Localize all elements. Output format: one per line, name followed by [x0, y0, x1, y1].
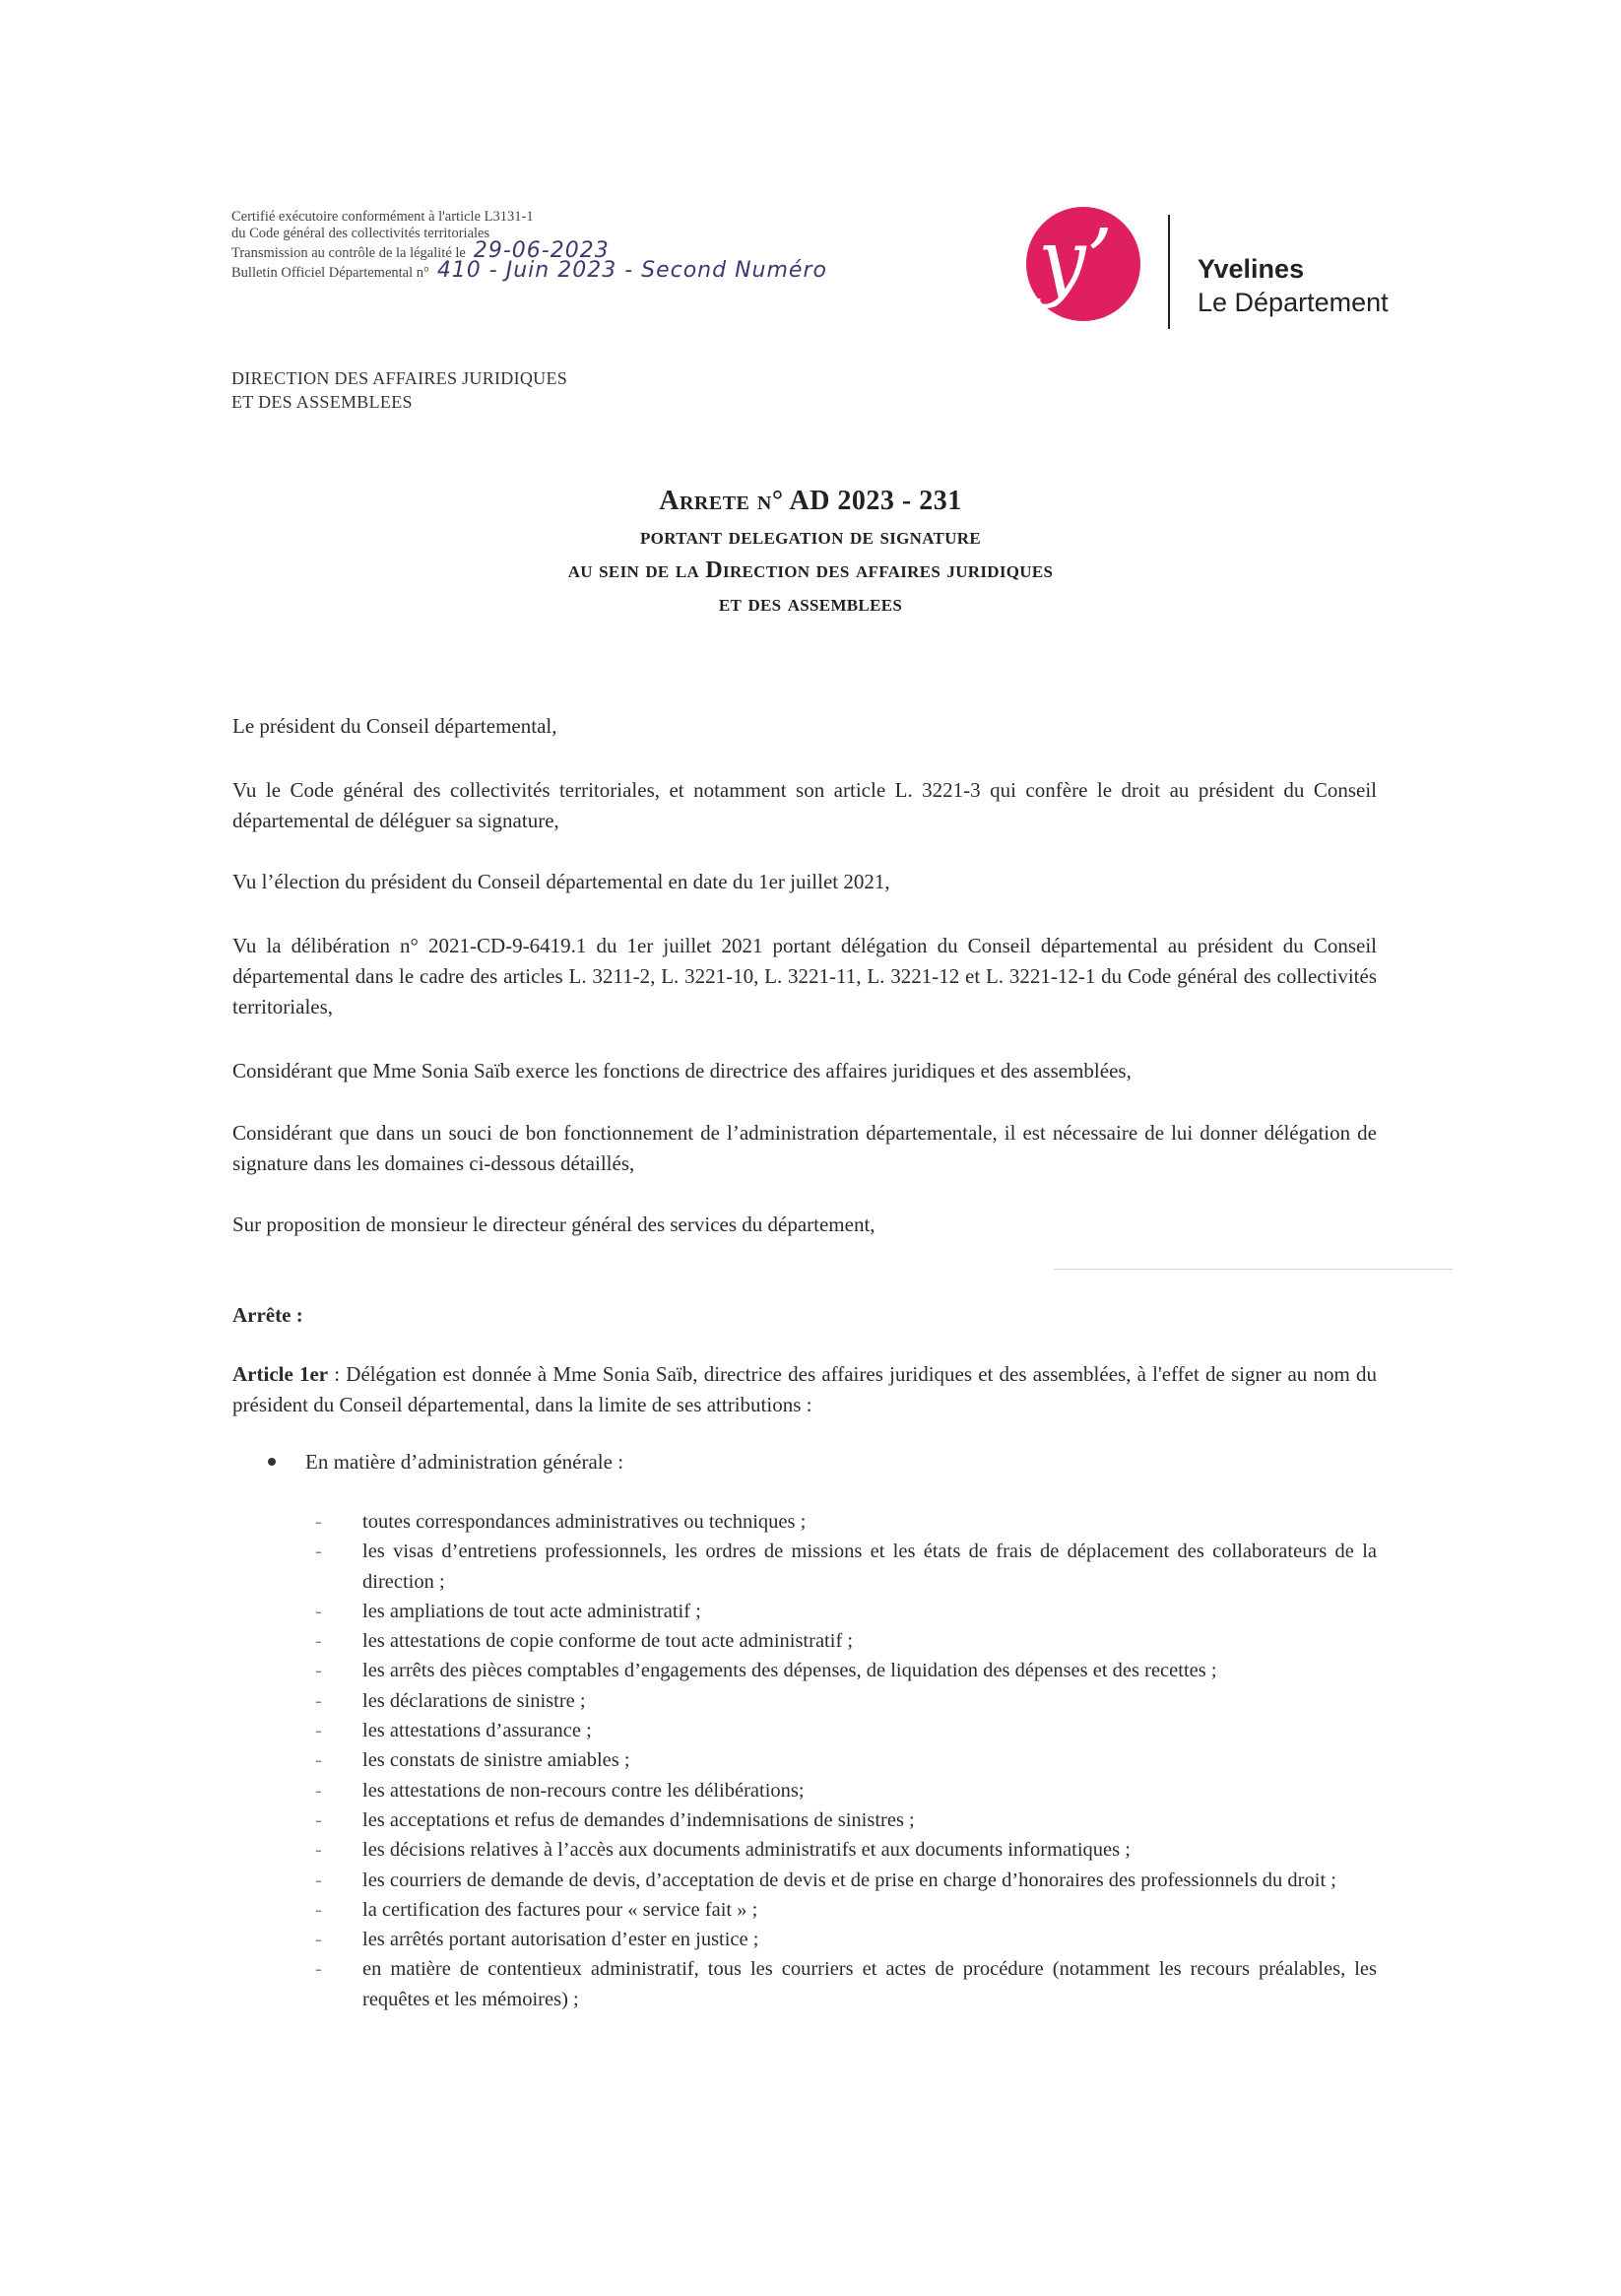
president-line: Le président du Conseil départemental, [232, 714, 557, 738]
list-item: - les arrêtés portant autorisation d’ester en justice ; [315, 1925, 1377, 1954]
list-item: - les constats de sinistre amiables ; [315, 1745, 1377, 1775]
title-line-2: portant delegation de signature [640, 524, 981, 550]
list-item: - les attestations de copie conforme de tout acte administratif ; [315, 1626, 1377, 1656]
logo-name: Yvelines [1198, 254, 1305, 284]
delegation-list [315, 1507, 1377, 2014]
article-1-label: Article 1er [232, 1362, 329, 1386]
cert-line-1: Certifié exécutoire conformément à l'article L3131-1 [231, 209, 534, 225]
list-item: - toutes correspondances administratives ou techniques ; [315, 1507, 1377, 1537]
title-line-4: et des assemblees [718, 591, 903, 617]
list-item: - les attestations d’assurance ; [315, 1716, 1377, 1745]
vu-code-paragraph: Vu le Code général des collectivités territoriales, et notamment son article L. 3221-3 qui confère le droit au président du Conseil départemental de déléguer sa signature, [232, 778, 1377, 832]
considerant-fonctions-paragraph: Considérant que Mme Sonia Saïb exerce les fonctions de directrice des affaires juridiques et des assemblées, [232, 1059, 1132, 1082]
document-title [0, 483, 1621, 621]
bullet-administration [268, 1450, 623, 1475]
list-item: - les déclarations de sinistre ; [315, 1686, 1377, 1716]
title-line-3: au sein de la Direction des affaires juridiques [567, 558, 1054, 583]
vu-election-paragraph: Vu l’élection du président du Conseil départemental en date du 1er juillet 2021, [232, 870, 890, 893]
list-item: - les visas d’entretiens professionnels, les ordres de missions et les états de frais de déplacement des collaborateurs de la direction ; [315, 1537, 1377, 1597]
proposition-paragraph: Sur proposition de monsieur le directeur général des services du département, [232, 1213, 875, 1236]
logo-separator [1168, 215, 1170, 329]
cert-line-3: Transmission au contrôle de la légalité le [231, 245, 466, 261]
list-item: - les courriers de demande de devis, d’acceptation de devis et de prise en charge d’honoraires des professionnels du droit ; [315, 1866, 1377, 1895]
certification-block [231, 209, 827, 282]
handwritten-date: 29-06-2023 [473, 238, 610, 263]
article-1-text: : Délégation est donnée à Mme Sonia Saïb, directrice des affaires juridiques et des assemblées, à l'effet de signer au nom du président du Conseil départemental, dans la limite de ses attributions : [232, 1362, 1377, 1416]
logo-mark: y’ [1038, 212, 1113, 310]
cert-line-2: du Code général des collectivités territoriales [231, 226, 490, 241]
logo-subtitle: Le Département [1198, 288, 1389, 317]
handwritten-bulletin: 410 - Juin 2023 - Second Numéro [436, 258, 827, 283]
direction-line-1: DIRECTION DES AFFAIRES JURIDIQUES [231, 368, 568, 388]
cert-line-4: Bulletin Officiel Départemental n° [231, 265, 429, 281]
scan-mark [1054, 1269, 1453, 1270]
list-item: - les attestations de non-recours contre les délibérations; [315, 1776, 1377, 1805]
article-1-paragraph [232, 1359, 1377, 1420]
list-item: - les arrêts des pièces comptables d’engagements des dépenses, de liquidation des dépenses et des recettes ; [315, 1656, 1377, 1685]
title-line-1: Arrete n° AD 2023 - 231 [659, 486, 962, 516]
direction-heading [231, 366, 567, 414]
yvelines-logo-icon [1024, 205, 1142, 323]
considerant-delegation-paragraph: Considérant que dans un souci de bon fonctionnement de l’administration départementale, il est nécessaire de lui donner délégation de signature dans les domaines ci-dessous détaillés, [232, 1121, 1377, 1175]
bullet-label: En matière d’administration générale : [305, 1450, 624, 1474]
list-item: - les décisions relatives à l’accès aux documents administratifs et aux documents informatiques ; [315, 1835, 1377, 1865]
list-item: - les ampliations de tout acte administratif ; [315, 1597, 1377, 1626]
bullet-icon [268, 1458, 276, 1466]
list-item: - la certification des factures pour « service fait » ; [315, 1895, 1377, 1925]
list-item: - en matière de contentieux administratif, tous les courriers et actes de procédure (notamment les recours préalables, les requêtes et les mémoires) ; [315, 1954, 1377, 2014]
direction-line-2: ET DES ASSEMBLEES [231, 392, 413, 412]
list-item: - les acceptations et refus de demandes d’indemnisations de sinistres ; [315, 1805, 1377, 1835]
arrete-heading: Arrête : [232, 1303, 303, 1327]
vu-deliberation-paragraph: Vu la délibération n° 2021-CD-9-6419.1 du 1er juillet 2021 portant délégation du Conseil départemental au président du Conseil départemental dans le cadre des articles L. 3211-2, L. 3221-10, L. 3221-11, L. 3221-12 et L. 3221-12-1 du Code général des collectivités territoriales, [232, 934, 1377, 1018]
